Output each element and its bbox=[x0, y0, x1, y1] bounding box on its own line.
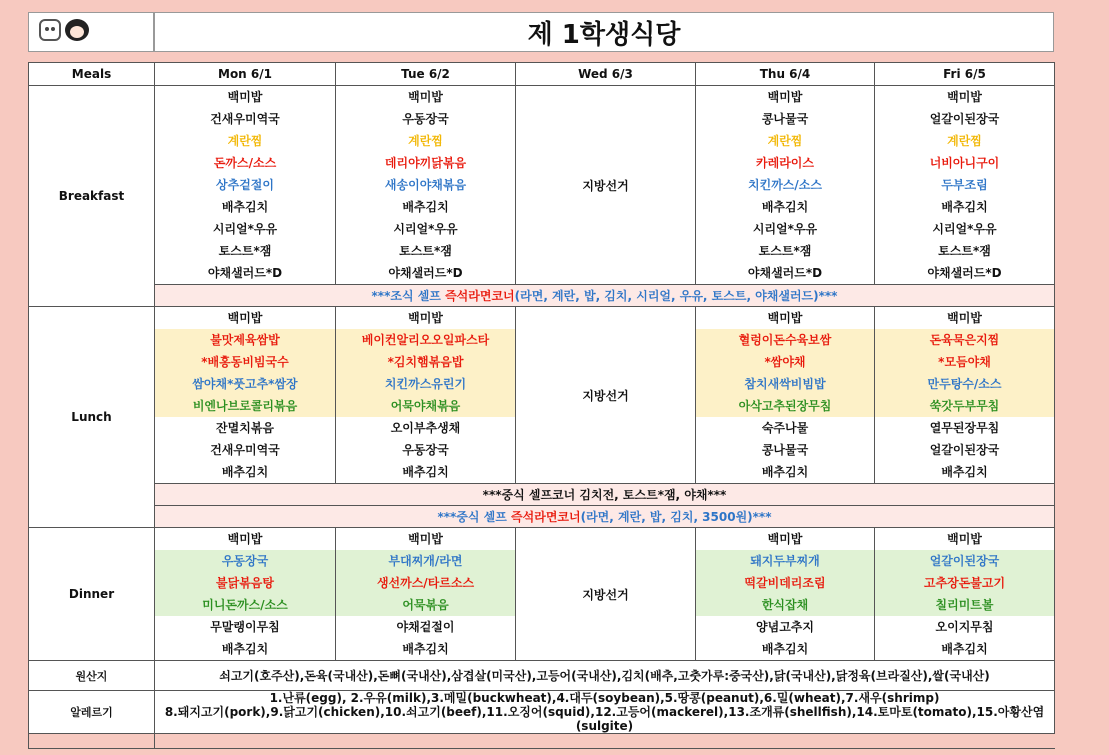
menu-item: 토스트*잼 bbox=[218, 244, 272, 258]
breakfast-wed: 지방선거 bbox=[516, 86, 696, 285]
dinner-row bbox=[29, 528, 1055, 661]
girl-character-icon bbox=[65, 19, 89, 41]
lunch-ramen-banner bbox=[155, 506, 1055, 528]
menu-item: 건새우미역국 bbox=[210, 112, 280, 126]
menu-item: *김치햄볶음밥 bbox=[336, 351, 515, 373]
menu-item: 참치새싹비빔밥 bbox=[696, 373, 874, 395]
menu-item: 새송이야채볶음 bbox=[384, 178, 467, 192]
menu-item: 배추김치 bbox=[402, 642, 449, 656]
menu-item: 고추장돈불고기 bbox=[875, 572, 1054, 594]
menu-item: 아삭고추된장무침 bbox=[696, 395, 874, 417]
menu-item: 숙주나물 bbox=[761, 421, 809, 435]
menu-item: 카레라이스 bbox=[756, 156, 814, 170]
menu-item: 비엔나브로콜리볶음 bbox=[155, 395, 335, 417]
menu-item: 상추겉절이 bbox=[216, 178, 274, 192]
menu-item: 계란찜 bbox=[408, 134, 443, 148]
meals-header: Meals bbox=[29, 63, 155, 86]
lunch-label: Lunch bbox=[29, 307, 155, 528]
menu-item: 불맛제육쌈밥 bbox=[155, 329, 335, 351]
banner-segment: ***중식 셀프 bbox=[437, 510, 512, 524]
menu-item: 콩나물국 bbox=[761, 443, 809, 457]
menu-item: 쌈야채*풋고추*쌈장 bbox=[155, 373, 335, 395]
menu-item: 콩나물국 bbox=[761, 112, 809, 126]
day-header-wed: Wed 6/3 bbox=[516, 63, 696, 86]
lunch-tue bbox=[336, 307, 516, 484]
menu-item: 배추김치 bbox=[941, 642, 988, 656]
day-header-tue: Tue 6/2 bbox=[336, 63, 516, 86]
menu-item: 배추김치 bbox=[221, 200, 269, 214]
menu-item: 너비아니구이 bbox=[929, 156, 1000, 170]
allergy-line-1: 1.난류(egg), 2.우유(milk),3.메밀(buckwheat),4.대두(soybean),5.땅콩(peanut),6.밀(wheat),7.새우(shrimp) bbox=[269, 691, 940, 705]
menu-item: 백미밥 bbox=[408, 532, 443, 546]
menu-item: 계란찜 bbox=[227, 134, 263, 148]
menu-item: 백미밥 bbox=[408, 311, 443, 325]
robot-icon bbox=[39, 19, 61, 41]
lunch-wed: 지방선거 bbox=[516, 307, 696, 484]
menu-item: 시리얼*우유 bbox=[393, 222, 458, 236]
menu-item: 오이부추생채 bbox=[390, 421, 461, 435]
footer-divider bbox=[154, 720, 155, 748]
banner-segment: 즉석라면코너 bbox=[511, 510, 581, 524]
menu-item: 백미밥 bbox=[227, 90, 263, 104]
banner-segment: (라면, 계란, 밥, 김치, 시리얼, 우유, 토스트, 야채샐러드)*** bbox=[514, 289, 838, 303]
menu-item: 불닭볶음탕 bbox=[155, 572, 335, 594]
day-header-mon: Mon 6/1 bbox=[155, 63, 336, 86]
day-header-thu: Thu 6/4 bbox=[696, 63, 875, 86]
menu-item: 배추김치 bbox=[761, 200, 809, 214]
menu-item: 오이지무침 bbox=[935, 620, 994, 634]
menu-item: 부대찌개/라면 bbox=[336, 550, 515, 572]
menu-item: 얼갈이된장국 bbox=[875, 550, 1054, 572]
breakfast-row bbox=[29, 86, 1055, 285]
menu-item: 만두탕수/소스 bbox=[875, 373, 1054, 395]
origin-row bbox=[29, 661, 1055, 691]
dinner-tue bbox=[336, 528, 516, 661]
menu-item: 얼갈이된장국 bbox=[929, 443, 1000, 457]
lunch-fri bbox=[875, 307, 1055, 484]
menu-item: 시리얼*우유 bbox=[932, 222, 997, 236]
menu-item: 배추김치 bbox=[402, 200, 449, 214]
menu-item: 배추김치 bbox=[221, 465, 269, 479]
menu-item: 배추김치 bbox=[941, 200, 988, 214]
menu-item: 얼갈이된장국 bbox=[929, 112, 1000, 126]
breakfast-mon bbox=[155, 86, 336, 285]
dinner-thu bbox=[696, 528, 875, 661]
allergy-label: 알레르기 bbox=[29, 691, 155, 734]
page-title: 제 1학생식당 bbox=[154, 12, 1054, 52]
dinner-wed: 지방선거 bbox=[516, 528, 696, 661]
menu-item: 계란찜 bbox=[767, 134, 803, 148]
menu-item: 우동장국 bbox=[402, 112, 449, 126]
allergy-line-2: 8.돼지고기(pork),9.닭고기(chicken),10.쇠고기(beef),11.오징어(squid),12.고등어(mackerel),13.조개류(shellfish),14.토마토(tomato),15.아황산염(sulgite) bbox=[164, 705, 1045, 733]
menu-item: 백미밥 bbox=[767, 90, 803, 104]
menu-item: 야채샐러드*D bbox=[927, 266, 1002, 280]
breakfast-tue bbox=[336, 86, 516, 285]
menu-item: 칠리미트볼 bbox=[875, 594, 1054, 616]
banner-segment: ***조식 셀프 bbox=[371, 289, 446, 303]
header-row bbox=[29, 63, 1055, 86]
menu-item: 백미밥 bbox=[947, 311, 982, 325]
menu-item: 배추김치 bbox=[402, 465, 449, 479]
menu-item: 백미밥 bbox=[947, 90, 982, 104]
menu-item: 미니돈까스/소스 bbox=[155, 594, 335, 616]
menu-item: 건새우미역국 bbox=[210, 443, 280, 457]
menu-item: 백미밥 bbox=[227, 311, 263, 325]
menu-item: 야채샐러드*D bbox=[388, 266, 463, 280]
menu-item: 백미밥 bbox=[767, 311, 803, 325]
lunch-thu bbox=[696, 307, 875, 484]
menu-table bbox=[28, 62, 1055, 734]
banner-segment: 즉석라면코너 bbox=[445, 289, 515, 303]
menu-item: 떡갈비데리조림 bbox=[696, 572, 874, 594]
lunch-self-banner bbox=[155, 484, 1055, 506]
menu-item: 백미밥 bbox=[408, 90, 443, 104]
menu-item: 양념고추지 bbox=[756, 620, 814, 634]
menu-item: 우동장국 bbox=[155, 550, 335, 572]
menu-item: 치킨까스/소스 bbox=[748, 178, 822, 192]
menu-item: 백미밥 bbox=[947, 532, 982, 546]
menu-item: *모듬야채 bbox=[875, 351, 1054, 373]
breakfast-label: Breakfast bbox=[29, 86, 155, 307]
menu-item: 혈렁이돈수육보쌈 bbox=[696, 329, 874, 351]
lunch-row bbox=[29, 307, 1055, 484]
menu-item: 배추김치 bbox=[941, 465, 988, 479]
menu-item: 계란찜 bbox=[947, 134, 982, 148]
lunch-mon bbox=[155, 307, 336, 484]
day-header-fri: Fri 6/5 bbox=[875, 63, 1055, 86]
menu-item: 배추김치 bbox=[761, 642, 809, 656]
menu-item: 무말랭이무침 bbox=[210, 620, 280, 634]
menu-item: 백미밥 bbox=[227, 532, 263, 546]
menu-item: 치킨까스유린기 bbox=[336, 373, 515, 395]
menu-item: 우동장국 bbox=[402, 443, 449, 457]
menu-item: 베이컨알리오오일파스타 bbox=[336, 329, 515, 351]
menu-item: *쌈야채 bbox=[696, 351, 874, 373]
menu-item: 야채샐러드*D bbox=[207, 266, 283, 280]
menu-item: 두부조림 bbox=[941, 178, 988, 192]
banner-segment: (라면, 계란, 밥, 김치, 3500원)*** bbox=[580, 510, 772, 524]
menu-item: 돈육묵은지찜 bbox=[875, 329, 1054, 351]
footer-blank bbox=[28, 720, 1055, 749]
menu-item: 배추김치 bbox=[761, 465, 809, 479]
menu-item: 돼지두부찌개 bbox=[696, 550, 874, 572]
menu-item: 토스트*잼 bbox=[758, 244, 812, 258]
menu-item: 쑥갓두부무침 bbox=[875, 395, 1054, 417]
menu-item: 야채샐러드*D bbox=[747, 266, 823, 280]
menu-item: 배추김치 bbox=[221, 642, 269, 656]
menu-item: 열무된장무침 bbox=[929, 421, 1000, 435]
menu-item: 시리얼*우유 bbox=[212, 222, 278, 236]
breakfast-banner bbox=[155, 285, 1055, 307]
dinner-mon bbox=[155, 528, 336, 661]
menu-item: 백미밥 bbox=[767, 532, 803, 546]
menu-item: 잔멸치볶음 bbox=[216, 421, 274, 435]
menu-item: 토스트*잼 bbox=[399, 244, 452, 258]
banner-segment: ***중식 셀프코너 김치전, 토스트*잼, 야채*** bbox=[482, 488, 727, 502]
menu-item: 데리야끼닭볶음 bbox=[384, 156, 467, 170]
logo bbox=[28, 12, 154, 52]
menu-item: 한식잡채 bbox=[696, 594, 874, 616]
menu-item: 토스트*잼 bbox=[938, 244, 991, 258]
menu-item: 어묵야채볶음 bbox=[336, 395, 515, 417]
menu-item: 돈까스/소스 bbox=[213, 156, 277, 170]
origin-label: 원산지 bbox=[29, 661, 155, 691]
menu-item: 생선까스/타르소스 bbox=[336, 572, 515, 594]
menu-item: 야채겉절이 bbox=[396, 620, 455, 634]
menu-item: *배홍동비빔국수 bbox=[155, 351, 335, 373]
menu-item: 시리얼*우유 bbox=[752, 222, 818, 236]
origin-text: 쇠고기(호주산),돈육(국내산),돈뼈(국내산),삼겹살(미국산),고등어(국내산),김치(배추,고춧가루:중국산),닭(국내산),닭정육(브라질산),쌀(국내산) bbox=[155, 661, 1055, 691]
breakfast-thu bbox=[696, 86, 875, 285]
menu-item: 어묵볶음 bbox=[336, 594, 515, 616]
dinner-label: Dinner bbox=[29, 528, 155, 661]
breakfast-fri bbox=[875, 86, 1055, 285]
dinner-fri bbox=[875, 528, 1055, 661]
